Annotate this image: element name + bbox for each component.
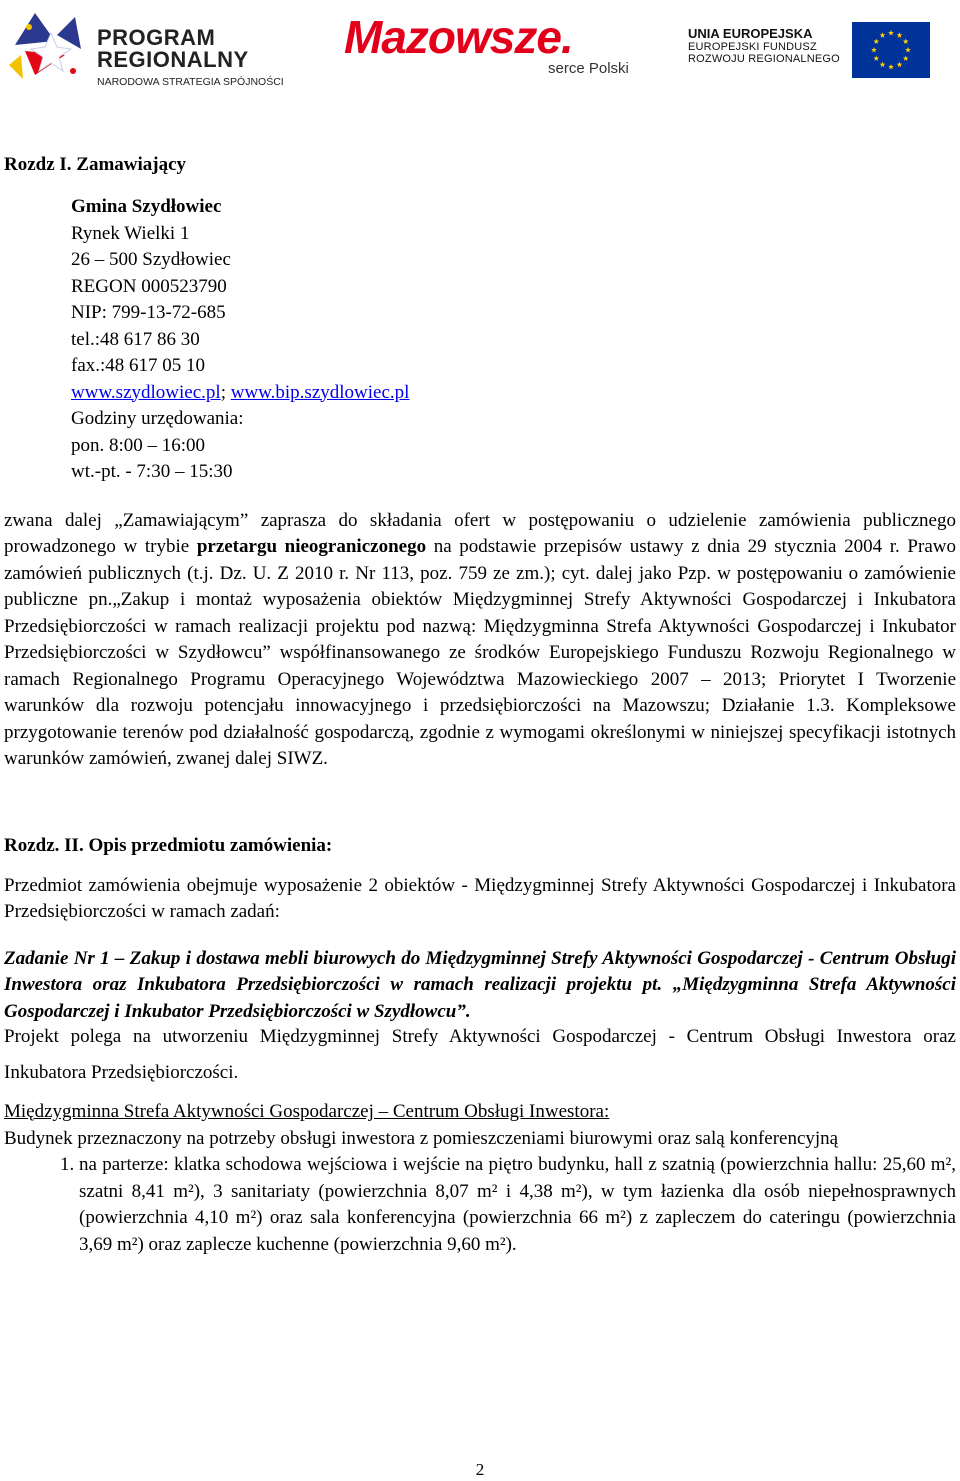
building-description: Budynek przeznaczony na potrzeby obsługi inwestora z pomieszczeniami biurowymi oraz salą konferencyjną <box>4 1127 839 1149</box>
task-title: Zadanie Nr 1 – Zakup i dostawa mebli biurowych do Międzygminnej Strefy Aktywności Gospodarczej - Centrum Obsługi Inwestora oraz Inkubatora Przedsiębiorczości w ramach realizacji projektu pt. „Międzygminna Strefa Aktywności Gospodarczej i Inkubator Przedsiębiorczości w Szydłowcu”. <box>4 947 956 1022</box>
eu-logo-line2: EUROPEJSKI FUNDUSZ <box>688 41 817 53</box>
authority-name: Gmina Szydłowiec <box>71 196 222 217</box>
ground-floor-list <box>4 1152 956 1258</box>
authority-regon: REGON 000523790 <box>71 275 227 297</box>
invitation-paragraph <box>4 508 956 773</box>
mazowsze-logo-word: Mazowsze. <box>344 11 573 63</box>
bip-website-link[interactable]: www.bip.szydlowiec.pl <box>230 381 410 403</box>
authority-websites <box>71 380 956 407</box>
pr-logo-line2: REGIONALNY <box>97 47 249 72</box>
authority-street: Rynek Wielki 1 <box>71 222 190 244</box>
zone-subheading-line <box>4 1099 956 1126</box>
mazowsze-logo <box>340 10 650 82</box>
eu-logo <box>688 18 953 80</box>
header-logos <box>0 0 960 96</box>
contracting-authority-address <box>71 194 956 486</box>
website-link[interactable]: www.szydlowiec.pl <box>71 381 221 403</box>
authority-city: 26 – 500 Szydłowiec <box>71 249 231 270</box>
list-item: 1. na parterze: klatka schodowa wejściowa i wejście na piętro budynku, hall z szatnią (powierzchnia hallu: 25,60 m², szatni 8,41 m²), 3 sanitariaty (powierzchnia 8,07 m² i 4,38 m²), w tym łazienka dla osób niepełnosprawnych (powierzchnia 4,10 m²) oraz sala konferencyjna (powierzchnia 66 m²) z zapleczem do cateringu (powierzchnia 3,69 m²) oraz zaplecze kuchenne (powierzchnia 9,60 m²). <box>79 1152 956 1258</box>
page-number: 2 <box>475 1460 485 1479</box>
zone-subheading: Międzygminna Strefa Aktywności Gospodarczej – Centrum Obsługi Inwestora: <box>4 1101 610 1122</box>
procedure-type: przetargu nieograniczonego <box>196 536 427 557</box>
document-body <box>4 152 956 1258</box>
eu-flag-icon <box>852 22 930 78</box>
invitation-text-b: na podstawie przepisów ustawy z dnia 29 stycznia 2004 r. Prawo zamówień publicznych (t.j. Dz. U. Z 2010 r. Nr 113, poz. 759 ze zm.); cyt. dalej jako Pzp. w postępowaniu o zamówienie publiczne pn.„Zakup i montaż wyposażenia obiektów Międzygminnej Strefy Aktywności Gospodarczej i Inkubatora Przedsiębiorczości w ramach realizacji projektu pod nazwą: Międzygminna Strefa Aktywności Gospodarczej i Inkubator Przedsiębiorczości w Szydłowcu” współfinansowanego ze środków Europejskiego Funduszu Rozwoju Regionalnego w ramach Regionalnego Programu Operacyjnego Województwa Mazowieckiego 2007 – 2013; Priorytet I Tworzenie warunków dla rozwoju potencjału innowacyjnego i przedsiębiorczości na Mazowszu; Działanie 1.3. Kompleksowe przygotowanie terenów pod działalność gospodarczą, zgodnie z wymogami określonymi w niniejszej specyfikacji istotnych warunków zamówień, zwanej dalej SIWZ. <box>4 536 956 769</box>
pr-logo-line3: NARODOWA STRATEGIA SPÓJNOŚCI <box>97 76 284 88</box>
invitation-text-a: zwana dalej „Zamawiającym” zaprasza do składania ofert w postępowaniu o udzielenie zamówienia publicznego prowadzonego w trybie <box>4 509 956 557</box>
eu-logo-line1: UNIA EUROPEJSKA <box>688 26 813 41</box>
authority-nip: NIP: 799-13-72-685 <box>71 302 226 323</box>
eu-logo-line3: ROZWOJU REGIONALNEGO <box>688 53 840 65</box>
authority-tel: tel.:48 617 86 30 <box>71 328 200 350</box>
pr-logo-line1: PROGRAM <box>97 25 216 50</box>
program-regionalny-logo <box>5 5 305 87</box>
office-hours-monday: pon. 8:00 – 16:00 <box>71 434 206 456</box>
section1-heading: Rozdz I. Zamawiający <box>4 154 187 175</box>
authority-fax: fax.:48 617 05 10 <box>71 355 206 376</box>
link-separator: ; <box>220 381 231 403</box>
subject-intro: Przedmiot zamówienia obejmuje wyposażenie 2 obiektów - Międzygminnej Strefy Aktywności Gospodarczej i Inkubatora Przedsiębiorczości w ramach zadań: <box>4 874 956 922</box>
mazowsze-logo-subtitle: serce Polski <box>548 60 629 77</box>
star-emblem-icon <box>5 5 91 87</box>
office-hours-tue-fri: wt.-pt. - 7:30 – 15:30 <box>71 461 233 482</box>
project-description: Projekt polega na utworzeniu Międzygminnej Strefy Aktywności Gospodarczej - Centrum Obsługi Inwestora oraz Inkubatora Przedsiębiorczości. <box>4 1026 956 1083</box>
office-hours-label: Godziny urzędowania: <box>71 408 244 429</box>
section2-heading: Rozdz. II. Opis przedmiotu zamówienia: <box>4 834 333 856</box>
